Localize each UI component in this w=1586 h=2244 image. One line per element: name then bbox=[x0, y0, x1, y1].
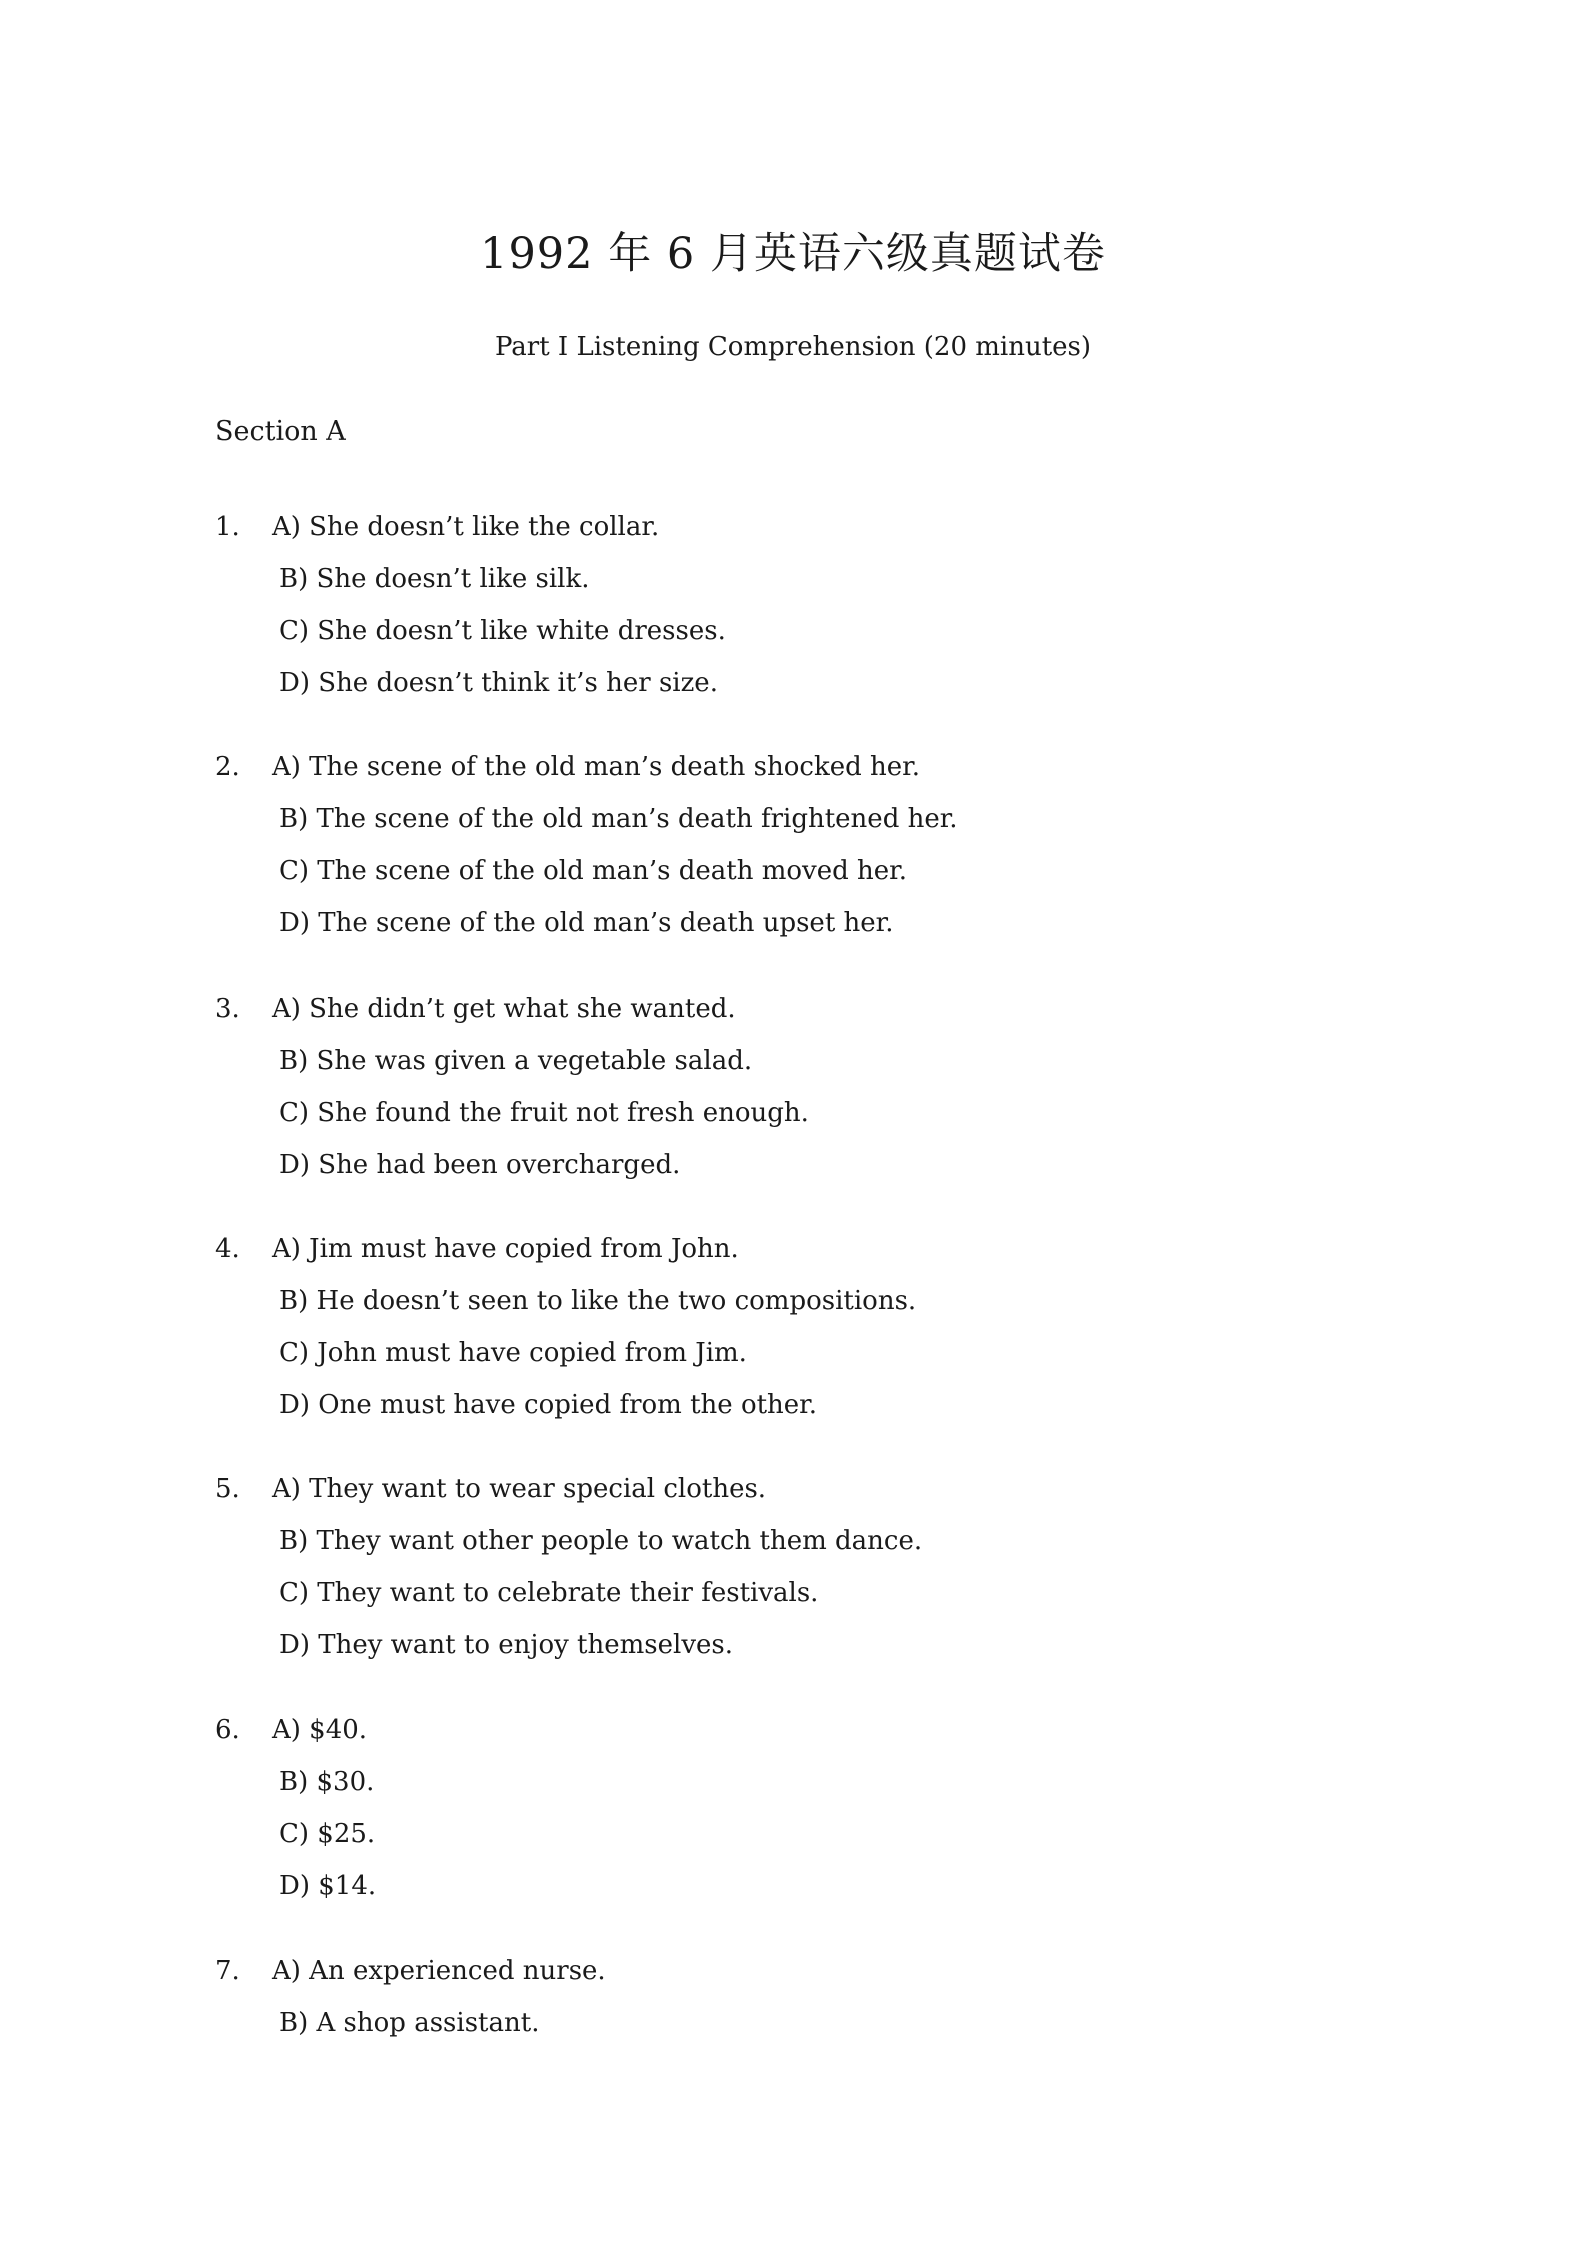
answer-option: C) John must have copied from Jim. bbox=[279, 1338, 747, 1368]
answer-option: A) She doesn’t like the collar. bbox=[272, 512, 660, 542]
answer-option: D) The scene of the old man’s death upset her. bbox=[279, 908, 894, 938]
answer-option: A) The scene of the old man’s death shocked her. bbox=[272, 752, 920, 782]
document-title: 1992 年 6 月英语六级真题试卷 bbox=[480, 229, 1106, 279]
answer-option: D) She doesn’t think it’s her size. bbox=[279, 668, 718, 698]
answer-option: C) $25. bbox=[279, 1819, 376, 1849]
answer-option: A) Jim must have copied from John. bbox=[272, 1234, 739, 1264]
answer-option: B) She doesn’t like silk. bbox=[279, 564, 590, 594]
question-number: 7. bbox=[215, 1956, 240, 1986]
answer-option: B) They want other people to watch them dance. bbox=[279, 1526, 923, 1556]
answer-option: D) One must have copied from the other. bbox=[279, 1390, 818, 1420]
answer-option: A) $40. bbox=[272, 1715, 368, 1745]
question-number: 3. bbox=[215, 994, 240, 1024]
answer-option: B) A shop assistant. bbox=[279, 2008, 540, 2038]
question-number: 5. bbox=[215, 1474, 240, 1504]
answer-option: B) $30. bbox=[279, 1767, 375, 1797]
question-number: 1. bbox=[215, 512, 240, 542]
part-heading: Part I Listening Comprehension (20 minutes) bbox=[494, 332, 1092, 362]
question-number: 6. bbox=[215, 1715, 240, 1745]
question-number: 4. bbox=[215, 1234, 240, 1264]
answer-option: C) The scene of the old man’s death moved her. bbox=[279, 856, 908, 886]
question-number: 2. bbox=[215, 752, 240, 782]
answer-option: C) They want to celebrate their festivals. bbox=[279, 1578, 819, 1608]
answer-option: C) She doesn’t like white dresses. bbox=[279, 616, 726, 646]
answer-option: A) An experienced nurse. bbox=[272, 1956, 606, 1986]
answer-option: A) They want to wear special clothes. bbox=[272, 1474, 767, 1504]
answer-option: B) He doesn’t seen to like the two compositions. bbox=[279, 1286, 917, 1316]
answer-option: B) The scene of the old man’s death frightened her. bbox=[279, 804, 958, 834]
answer-option: A) She didn’t get what she wanted. bbox=[272, 994, 736, 1024]
answer-option: D) She had been overcharged. bbox=[279, 1150, 681, 1180]
answer-option: B) She was given a vegetable salad. bbox=[279, 1046, 753, 1076]
answer-option: C) She found the fruit not fresh enough. bbox=[279, 1098, 809, 1128]
answer-option: D) They want to enjoy themselves. bbox=[279, 1630, 734, 1660]
answer-option: D) $14. bbox=[279, 1871, 377, 1901]
section-heading: Section A bbox=[215, 416, 346, 447]
